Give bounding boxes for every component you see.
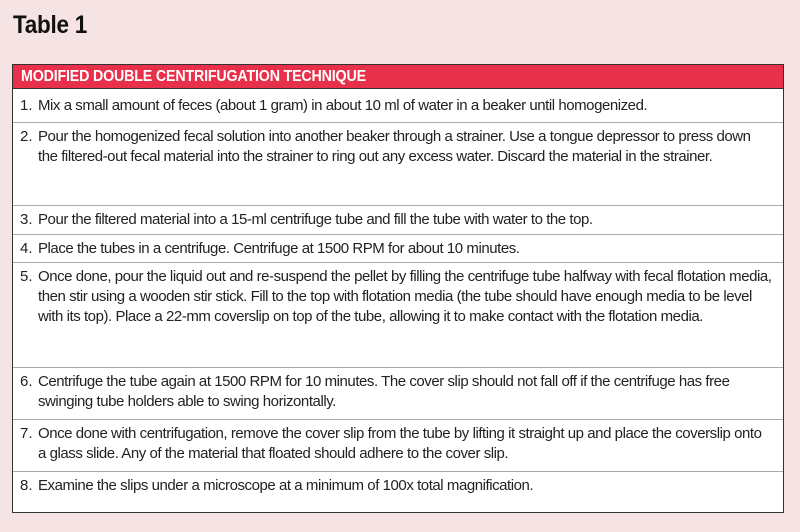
step-number: 2. bbox=[20, 128, 33, 145]
step-text: Centrifuge the tube again at 1500 RPM for 10 minutes. The cover slip should not fall off if the centrifuge has free swinging tube holders able to swing horizontally. bbox=[38, 373, 730, 410]
step-number: 4. bbox=[20, 240, 33, 257]
step-number: 3. bbox=[20, 211, 33, 228]
step-item-3 bbox=[13, 205, 783, 230]
step-text: Mix a small amount of feces (about 1 gram) in about 10 ml of water in a beaker until homogenized. bbox=[38, 97, 648, 114]
table-header bbox=[13, 65, 783, 89]
table-title: Table 1 bbox=[13, 11, 87, 39]
step-item-6 bbox=[13, 367, 783, 412]
step-number: 7. bbox=[20, 425, 33, 442]
step-item-5 bbox=[13, 262, 783, 327]
step-text: Pour the filtered material into a 15-ml centrifuge tube and fill the tube with water to the top. bbox=[38, 211, 593, 228]
step-item-8 bbox=[13, 471, 783, 496]
step-text: Once done, pour the liquid out and re-suspend the pellet by filling the centrifuge tube halfway with fecal flotation media, then stir using a wooden stir stick. Fill to the top with flotation media (the tube should have enough media to be level with its top). Place a 22-mm coverslip on top of the tube, allowing it to make contact with the flotation media. bbox=[38, 268, 772, 325]
step-number: 6. bbox=[20, 373, 33, 390]
step-text: Once done with centrifugation, remove the cover slip from the tube by lifting it straight up and place the coverslip onto a glass slide. Any of the material that floated should adhere to the cover slip. bbox=[38, 425, 762, 462]
step-number: 8. bbox=[20, 477, 33, 494]
step-text: Place the tubes in a centrifuge. Centrifuge at 1500 RPM for about 10 minutes. bbox=[38, 240, 520, 257]
step-item-7 bbox=[13, 419, 783, 464]
step-item-1 bbox=[13, 92, 783, 116]
step-item-4 bbox=[13, 234, 783, 259]
technique-table bbox=[12, 64, 784, 513]
table-header-text: MODIFIED DOUBLE CENTRIFUGATION TECHNIQUE bbox=[21, 67, 366, 85]
step-number: 5. bbox=[20, 268, 33, 285]
step-number: 1. bbox=[20, 97, 33, 114]
step-item-2 bbox=[13, 122, 783, 167]
step-text: Pour the homogenized fecal solution into another beaker through a strainer. Use a tongue depressor to press down the filtered-out fecal material into the strainer to ring out any excess water. Discard the material in the strainer. bbox=[38, 128, 751, 165]
step-text: Examine the slips under a microscope at a minimum of 100x total magnification. bbox=[38, 477, 534, 494]
